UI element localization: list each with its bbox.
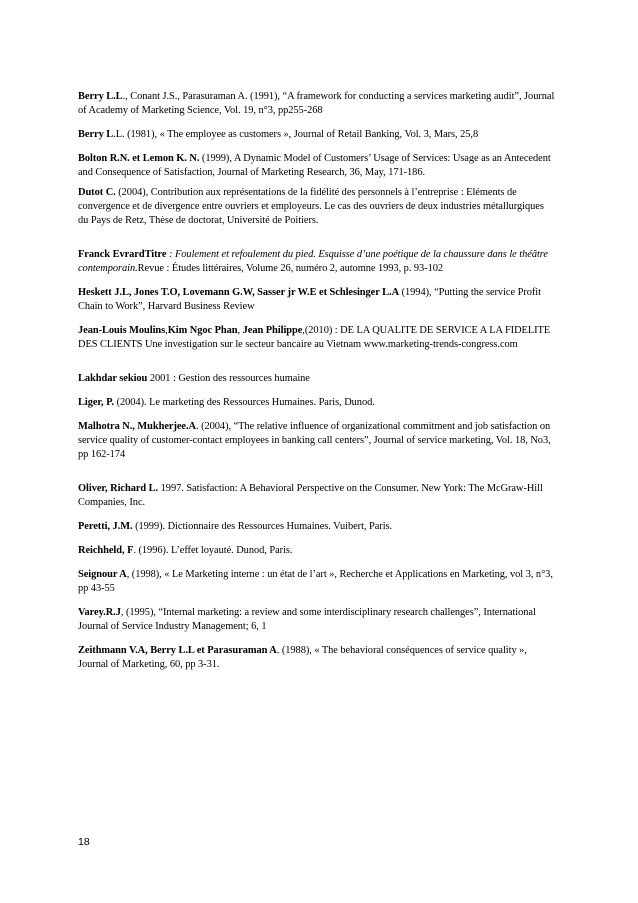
reference-text: . (1996). L’effet loyauté. Dunod, Paris. bbox=[133, 545, 293, 556]
reference-author: Bolton R.N. et Lemon K. N. bbox=[78, 153, 200, 164]
reference-text: , (1995), “Internal marketing: a review and some interdisciplinary research challenges”, International Journal of Service Industry Management; 6, 1 bbox=[78, 607, 536, 632]
reference-author: Liger, P. bbox=[78, 397, 115, 408]
reference-berry-1991 bbox=[78, 90, 556, 118]
reference-text: . (2004), “The relative influence of organizational commitment and job satisfaction on service quality of customer-contact employees in banking call centers”, Journal of service marketing, Vol. 18, No3, pp 162-174 bbox=[78, 421, 551, 460]
reference-dutot-2004 bbox=[78, 186, 556, 228]
reference-text: ,(2010) : DE LA QUALITE DE SERVICE A LA FIDELITE DES CLIENTS Une investigation sur le secteur bancaire au Vietnam www.marketing-trends-congress.com bbox=[78, 325, 551, 350]
reference-text: (1999). Dictionnaire des Ressources Humaines. Vuibert, Paris. bbox=[132, 521, 393, 532]
reference-author: Reichheld, F bbox=[78, 545, 134, 556]
reference-author: Malhotra N., Mukherjee.A bbox=[78, 421, 196, 432]
reference-peretti-1999 bbox=[78, 520, 556, 534]
reference-text: (2004), Contribution aux représentations de la fidélité des personnels à l’entreprise : Eléments de convergence et de divergence entre ouvriers et employeurs. Le cas des ouvriers de deux industries métallurgiques du Pays de Retz, Thèse de doctorat, Université de Poitiers. bbox=[78, 187, 544, 226]
reference-seignour-1998 bbox=[78, 568, 556, 596]
reference-separator: , bbox=[237, 325, 243, 336]
reference-author: Varey.R.J bbox=[78, 607, 121, 618]
reference-malhotra-2004 bbox=[78, 420, 556, 462]
reference-heskett-1994 bbox=[78, 286, 556, 314]
reference-text: 1997. Satisfaction: A Behavioral Perspective on the Consumer. New York: The McGraw-Hill Companies, Inc. bbox=[78, 483, 543, 508]
reference-author: Heskett J.L, Jones T.O, Lovemann G.W, Sasser jr W.E et Schlesinger L.A bbox=[78, 287, 400, 298]
reference-author: Zeithmann V.A, Berry L.L et Parasuraman A bbox=[78, 645, 277, 656]
reference-author: Franck EvrardTitre bbox=[78, 249, 167, 260]
reference-text: ., Conant J.S., Parasuraman A. (1991), “A framework for conducting a services marketing audit”, Journal of Academy of Marketing Science, Vol. 19, n°3, pp255-268 bbox=[78, 91, 555, 116]
reference-author: Jean-Louis Moulins bbox=[78, 325, 166, 336]
reference-author-3: Jean Philippe bbox=[242, 325, 303, 336]
reference-text-italic: : Foulement et refoulement du pied. Esquisse d’une poétique de la chaussure dans le théâtre contemporain. bbox=[78, 249, 548, 274]
reference-moulins-2010 bbox=[78, 324, 556, 352]
reference-author: Berry L.L bbox=[78, 91, 123, 102]
reference-berry-1981 bbox=[78, 128, 556, 142]
reference-zeithmann-1988 bbox=[78, 644, 556, 672]
reference-text: .L. (1981), « The employee as customers », Journal of Retail Banking, Vol. 3, Mars, 25,8 bbox=[113, 129, 479, 140]
reference-author: Berry L bbox=[78, 129, 114, 140]
reference-author: Lakhdar sekiou bbox=[78, 373, 148, 384]
reference-text: , (1998), « Le Marketing interne : un état de l’art », Recherche et Applications en Marketing, vol 3, n°3, pp 43-55 bbox=[78, 569, 553, 594]
reference-author: Oliver, Richard L. bbox=[78, 483, 159, 494]
reference-text: (1999), A Dynamic Model of Customers’ Usage of Services: Usage as an Antecedent and Consequence of Satisfaction, Journal of Marketing Research, 36, May, 171-186. bbox=[78, 153, 551, 178]
reference-author-2: Kim Ngoc Phan bbox=[167, 325, 238, 336]
reference-bolton-1999 bbox=[78, 152, 556, 180]
reference-oliver-1997 bbox=[78, 482, 556, 510]
reference-author: Seignour A bbox=[78, 569, 127, 580]
reference-sekiou-2001 bbox=[78, 372, 556, 386]
reference-liger-2004 bbox=[78, 396, 556, 410]
reference-text: (2004). Le marketing des Ressources Humaines. Paris, Dunod. bbox=[114, 397, 375, 408]
reference-text: 2001 : Gestion des ressources humaine bbox=[147, 373, 310, 384]
reference-reichheld-1996 bbox=[78, 544, 556, 558]
reference-text: (1994), “Putting the service Profit Chain to Work”, Harvard Business Review bbox=[78, 287, 541, 312]
reference-text: . (1988), « The behavioral conséquences of service quality », Journal of Marketing, 60, pp 3-31. bbox=[78, 645, 527, 670]
page-number: 18 bbox=[78, 836, 90, 848]
reference-varey-1995 bbox=[78, 606, 556, 634]
reference-list bbox=[78, 90, 556, 682]
reference-separator: , bbox=[165, 325, 168, 336]
reference-evrard-1993 bbox=[78, 248, 556, 276]
reference-text: Revue : Études littéraires, Volume 26, numéro 2, automne 1993, p. 93-102 bbox=[137, 263, 444, 274]
reference-author: Peretti, J.M. bbox=[78, 521, 133, 532]
reference-author: Dutot C. bbox=[78, 187, 116, 198]
